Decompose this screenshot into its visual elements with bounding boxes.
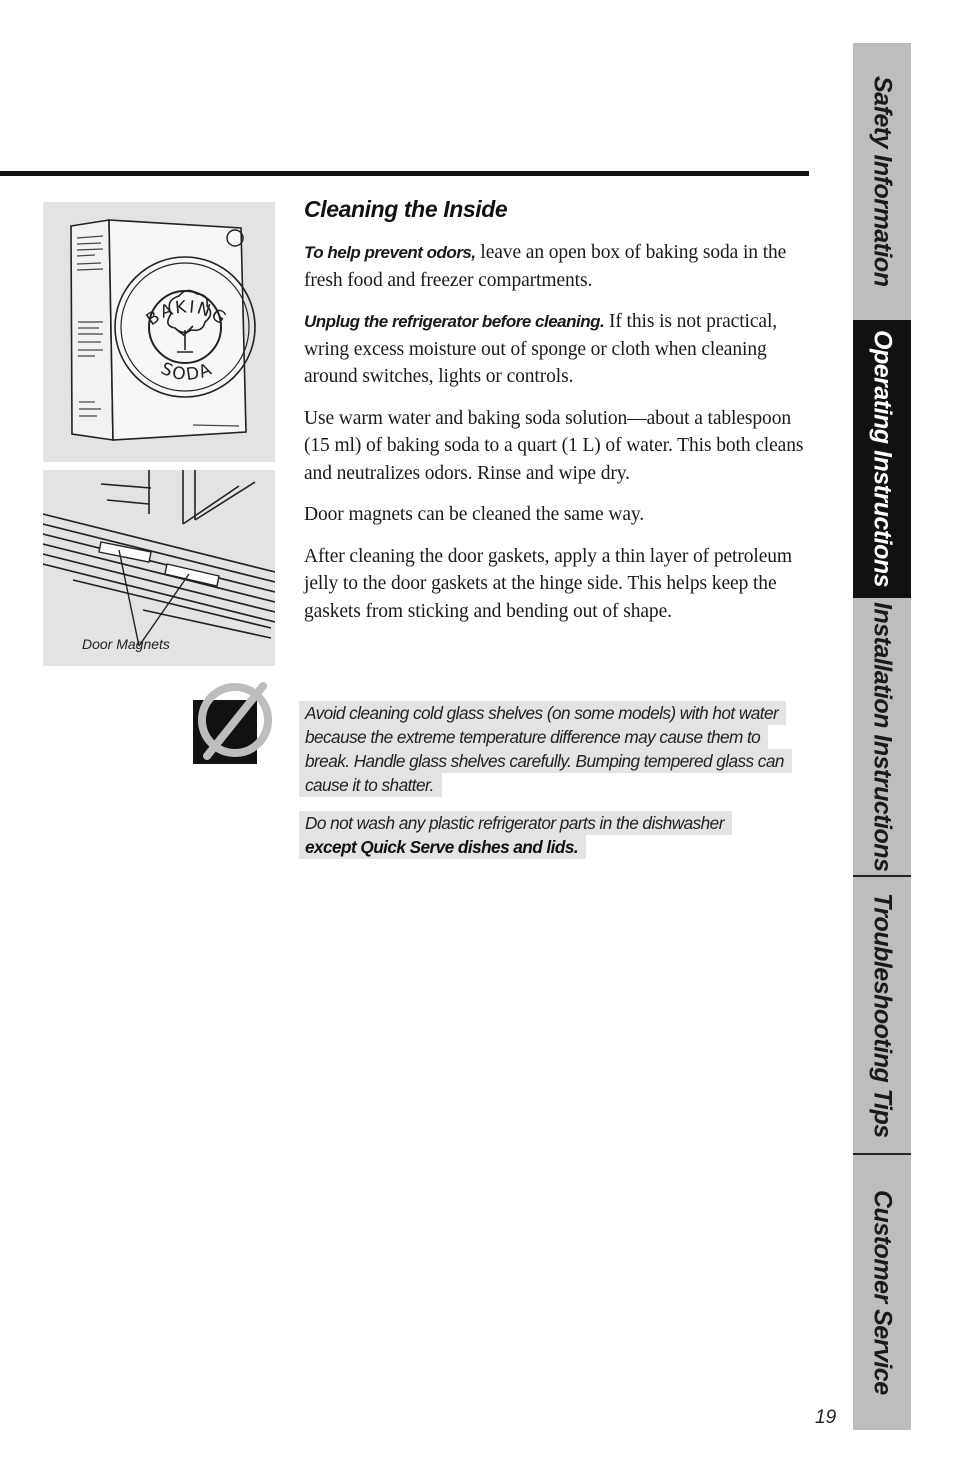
note-line: Avoid cleaning cold glass shelves (on some models) with hot water <box>299 701 786 725</box>
paragraph-solution: Use warm water and baking soda solution—about a tablespoon (15 ml) of baking soda to a quart (1 L) of water. This both cleans and neutralizes odors. Rinse and wipe dry. <box>304 407 804 484</box>
tab-installation-instructions[interactable] <box>853 598 911 875</box>
tab-label: Installation Instructions <box>868 601 897 872</box>
header-rule <box>0 171 809 176</box>
paragraph-gaskets: After cleaning the door gaskets, apply a thin layer of petroleum jelly to the door gaskets at the hinge side. This helps keep the gaskets from sticking and bending out of shape. <box>304 545 792 622</box>
page-number: 19 <box>815 1407 837 1428</box>
cleaning-section <box>304 196 804 639</box>
paragraph-magnets: Door magnets can be cleaned the same way. <box>304 504 645 525</box>
tab-label: Safety Information <box>868 76 897 287</box>
baking-soda-illustration <box>43 202 275 462</box>
tab-label: Customer Service <box>868 1190 897 1395</box>
glass-shelves-note <box>299 701 792 797</box>
door-magnets-caption: Door Magnets <box>82 636 170 652</box>
note-line: Do not wash any plastic refrigerator parts in the dishwasher <box>299 811 732 835</box>
paragraph-unplug <box>304 308 804 391</box>
paragraph-text: If this is not practical, wring excess moisture out of sponge or cloth when cleaning around switches, lights or controls. <box>304 311 778 387</box>
note-line: because the extreme temperature difference may cause them to <box>299 725 768 749</box>
soda-label: SODA <box>157 358 217 386</box>
tab-safety-information[interactable] <box>853 43 911 320</box>
note-line: cause it to shatter. <box>299 773 442 797</box>
paragraph-odors <box>304 239 804 294</box>
door-magnets-illustration <box>43 470 275 666</box>
tab-label: Troubleshooting Tips <box>868 892 897 1138</box>
tab-operating-instructions[interactable] <box>853 320 911 598</box>
paragraph-lead: Unplug the refrigerator before cleaning. <box>304 312 605 331</box>
tab-label: Operating Instructions <box>868 330 897 588</box>
note-emphasis: except Quick Serve dishes and lids. <box>299 835 586 859</box>
paragraph-lead: To help prevent odors, <box>304 243 476 262</box>
dishwasher-note <box>299 811 732 859</box>
tab-troubleshooting-tips[interactable] <box>853 877 911 1153</box>
paragraph-text: leave an open box of baking soda in the fresh food and freezer compartments. <box>304 242 787 291</box>
section-title: Cleaning the Inside <box>304 196 508 222</box>
note-line: break. Handle glass shelves carefully. Bumping tempered glass can <box>299 749 792 773</box>
prohibited-icon <box>193 678 277 769</box>
tab-customer-service[interactable] <box>853 1155 911 1430</box>
baking-label: BAKING <box>142 297 232 331</box>
section-tabs <box>853 43 911 1430</box>
